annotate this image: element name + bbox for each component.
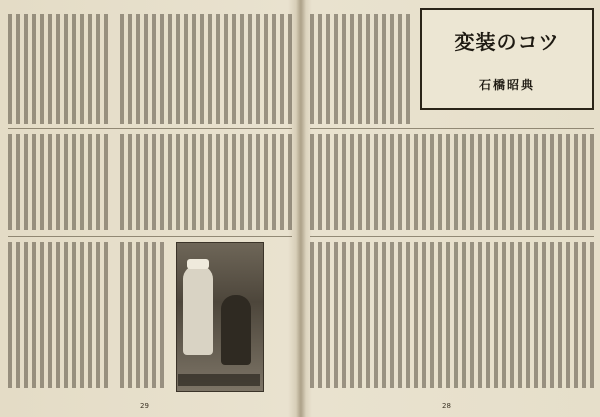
text-column [8,134,112,230]
column-divider [310,236,594,237]
column-divider [8,128,292,129]
right-page [302,0,600,417]
page-number-left: 29 [140,402,149,410]
article-title-box [420,8,594,110]
photo-figure-seated [221,295,251,365]
column-divider [8,236,292,237]
page-number-right: 28 [442,402,451,410]
photo-figure-nurse [183,265,213,355]
text-column [8,14,112,124]
article-photo [176,242,264,392]
text-column [120,242,168,388]
photo-nurse-cap [187,259,209,269]
text-column [120,14,292,124]
text-column [120,134,292,230]
text-column [310,242,594,388]
text-column [8,242,112,388]
article-title: 変装のコツ [454,30,560,54]
left-page [0,0,298,417]
text-column [310,134,594,230]
text-column [310,14,414,124]
article-author: 石橋昭典 [478,78,535,92]
photo-caption [178,374,260,386]
column-divider [310,128,594,129]
